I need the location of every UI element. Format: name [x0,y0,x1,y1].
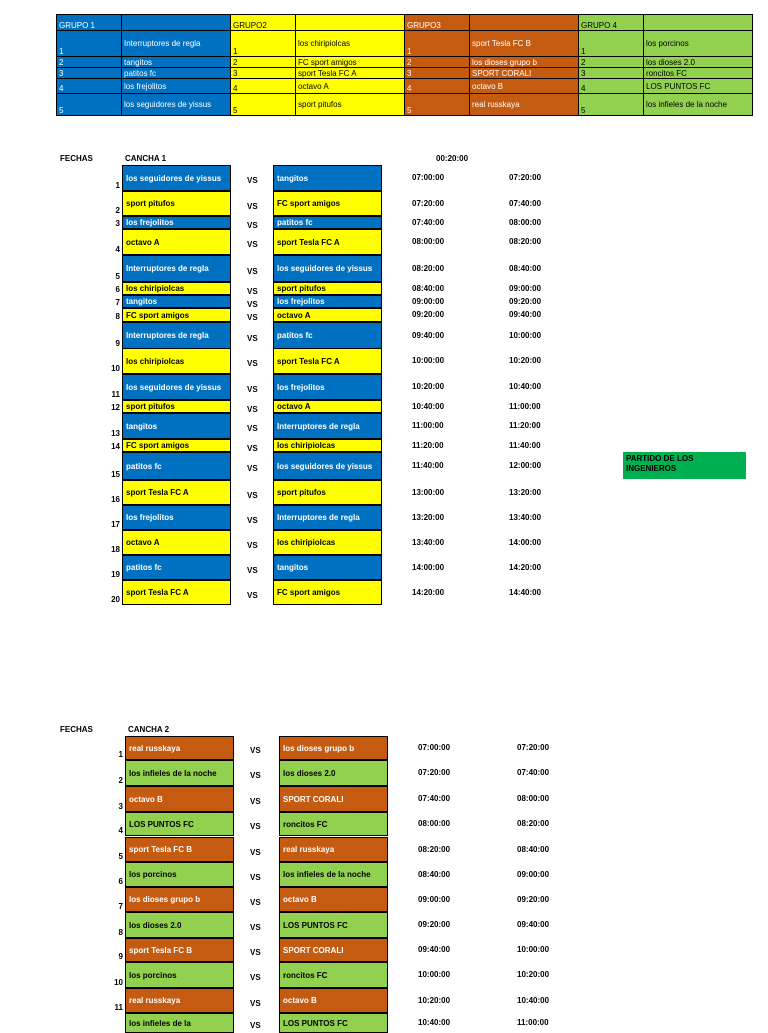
versus-label: VS [247,590,258,600]
versus-label: VS [247,424,258,433]
end-time: 09:00:00 [517,869,550,879]
start-time: 13:40:00 [412,537,445,547]
group2-team: FC sport amigos [296,57,405,68]
start-time: 07:20:00 [418,768,451,777]
start-time: 13:20:00 [412,512,445,522]
match-number: 20 [111,595,120,604]
away-team-cell: los frejolitos [273,374,382,400]
away-team-cell: patitos fc [273,216,382,229]
home-team-cell: octavo A [122,530,231,555]
group4-team: los infieles de la noche [644,94,753,116]
away-team-cell: FC sport amigos [273,580,382,605]
end-time: 09:40:00 [517,920,550,929]
away-team-cell: patitos fc [273,322,382,349]
versus-label: VS [247,443,258,453]
versus-label: VS [247,464,258,473]
home-team-cell: los seguidores de yissus [122,165,231,191]
home-team-cell: sport pitufos [122,400,231,413]
start-time: 08:20:00 [412,263,445,273]
match-number: 10 [111,364,120,373]
versus-label: VS [250,998,261,1008]
end-time: 10:00:00 [517,945,550,954]
match-number: 12 [111,403,120,412]
group1-number: 1 [57,31,122,57]
start-time: 07:40:00 [412,217,445,227]
away-team-cell: sport pitufos [273,282,382,295]
home-team-cell: sport pitufos [122,191,231,216]
away-team-cell: los dioses grupo b [279,736,388,760]
start-time: 08:00:00 [412,237,445,246]
away-team-cell: tangitos [273,165,382,191]
away-team-cell: SPORT CORALI [279,938,388,962]
end-time: 14:00:00 [509,537,542,547]
start-time: 09:00:00 [418,894,451,904]
versus-label: VS [250,1021,261,1030]
end-time: 11:20:00 [509,421,541,430]
start-time: 09:00:00 [412,296,445,306]
match-number: 7 [118,902,123,911]
engineers-match-note: PARTIDO DE LOS INGENIEROS [623,452,746,479]
home-team-cell: octavo A [122,229,231,255]
end-time: 09:20:00 [517,894,550,904]
end-time: 13:40:00 [509,512,542,522]
group-row [57,79,753,94]
home-team-cell: tangitos [122,413,231,439]
home-team-cell: los frejolitos [122,505,231,530]
group-row [57,31,753,57]
match-number: 5 [118,852,123,861]
home-team-cell: sport Tesla FC A [122,480,231,505]
away-team-cell: los chiripiolcas [273,439,382,452]
group3-number: 4 [405,79,470,94]
start-time: 14:00:00 [412,562,445,572]
home-team-cell: real russkaya [125,736,234,760]
start-time: 14:20:00 [412,587,445,597]
match-number: 7 [115,298,120,307]
away-team-cell: sport pitufos [273,480,382,505]
group1-team: los frejolitos [122,79,231,94]
start-time: 10:00:00 [418,970,451,979]
home-team-cell: tangitos [122,295,231,308]
match-number: 8 [115,312,120,321]
home-team-cell: patitos fc [122,555,231,580]
groups-table [56,14,753,116]
start-time: 10:40:00 [412,401,445,411]
group-row [57,94,753,116]
group3-header-fill [470,15,579,31]
group4-team: roncitos FC [644,68,753,79]
versus-label: VS [250,746,261,755]
group4-number: 4 [579,79,644,94]
group1-header: GRUPO 1 [57,15,122,31]
group3-team: sport Tesla FC B [470,31,579,57]
match-number: 2 [118,776,123,785]
group2-header-fill [296,15,405,31]
end-time: 14:40:00 [509,587,542,597]
fechas-label-2: FECHAS [60,725,93,734]
away-team-cell: LOS PUNTOS FC [279,912,388,938]
home-team-cell: real russkaya [125,988,234,1013]
start-time: 09:40:00 [418,945,451,954]
start-time: 08:40:00 [412,283,445,293]
start-time: 08:20:00 [418,844,451,854]
group-row [57,68,753,79]
away-team-cell: roncitos FC [279,962,388,988]
versus-label: VS [247,490,258,500]
group4-team: los dioses 2.0 [644,57,753,68]
group1-number: 5 [57,94,122,116]
away-team-cell: los dioses 2.0 [279,760,388,786]
group3-header: GRUPO3 [405,15,470,31]
match-number: 19 [111,570,120,579]
home-team-cell: los dioses 2.0 [125,912,234,938]
match-number: 10 [114,978,123,987]
group4-number: 5 [579,94,644,116]
match-number: 4 [115,245,120,254]
match-number: 6 [118,877,123,886]
home-team-cell: los porcinos [125,962,234,988]
start-time: 11:20:00 [412,440,444,450]
group2-team: sport Tesla FC A [296,68,405,79]
versus-label: VS [250,923,261,932]
start-time: 11:40:00 [412,461,444,470]
group4-team: LOS PUNTOS FC [644,79,753,94]
versus-label: VS [247,313,258,322]
away-team-cell: Interruptores de regla [273,413,382,439]
end-time: 07:20:00 [517,743,550,752]
end-time: 07:40:00 [517,768,550,777]
cancha2-title: CANCHA 2 [128,725,170,734]
group3-number: 2 [405,57,470,68]
match-number: 3 [115,219,120,228]
group1-header-fill [122,15,231,31]
end-time: 08:00:00 [517,794,550,803]
group4-header-fill [644,15,753,31]
group2-number: 2 [231,57,296,68]
start-time: 07:40:00 [418,794,451,803]
group4-number: 2 [579,57,644,68]
home-team-cell: los chiripiolcas [122,282,231,295]
match-number: 8 [118,928,123,937]
start-time: 08:00:00 [418,819,451,828]
home-team-cell: los chiripiolcas [122,348,231,374]
away-team-cell: sport Tesla FC A [273,348,382,374]
group3-team: octavo B [470,79,579,94]
versus-label: VS [247,201,258,211]
home-team-cell: FC sport amigos [122,439,231,452]
match-number: 17 [111,520,120,529]
groups-body [57,31,753,116]
start-time: 13:00:00 [412,487,445,497]
start-time: 09:20:00 [412,310,445,319]
versus-label: VS [250,897,261,907]
group4-number: 3 [579,68,644,79]
away-team-cell: los seguidores de yissus [273,255,382,282]
fechas-label-1: FECHAS [60,154,93,163]
end-time: 08:20:00 [517,819,550,828]
versus-label: VS [250,797,261,806]
away-team-cell: los seguidores de yissus [273,452,382,480]
versus-label: VS [250,822,261,831]
end-time: 10:40:00 [509,382,542,391]
home-team-cell: FC sport amigos [122,308,231,322]
start-time: 10:00:00 [412,356,445,365]
home-team-cell: los porcinos [125,862,234,887]
end-time: 09:40:00 [509,310,542,319]
home-team-cell: sport Tesla FC B [125,938,234,962]
start-time: 10:20:00 [412,382,445,391]
end-time: 11:00:00 [517,1018,549,1027]
group3-team: real russkaya [470,94,579,116]
start-time: 07:00:00 [412,173,445,182]
home-team-cell: los infieles de la [125,1013,234,1033]
versus-label: VS [247,220,258,230]
group3-number: 3 [405,68,470,79]
away-team-cell: octavo A [273,308,382,322]
versus-label: VS [247,515,258,525]
start-time: 08:40:00 [418,869,451,879]
group-row [57,57,753,68]
match-number: 15 [111,470,120,479]
home-team-cell: patitos fc [122,452,231,480]
match-number: 16 [111,495,120,504]
group2-number: 4 [231,79,296,94]
end-time: 08:00:00 [509,217,542,227]
away-team-cell: octavo B [279,988,388,1013]
group3-number: 1 [405,31,470,57]
group2-header: GRUPO2 [231,15,296,31]
start-time: 07:00:00 [418,743,451,752]
group1-number: 3 [57,68,122,79]
away-team-cell: los frejolitos [273,295,382,308]
away-team-cell: octavo A [273,400,382,413]
versus-label: VS [247,266,258,276]
away-team-cell: SPORT CORALI [279,786,388,812]
match-number: 1 [115,181,120,190]
end-time: 12:00:00 [509,461,542,470]
match-duration: 00:20:00 [436,154,469,163]
group2-team: sport pitufos [296,94,405,116]
group2-team: los chiripiolcas [296,31,405,57]
match-number: 3 [118,802,123,811]
versus-label: VS [247,176,258,185]
end-time: 11:40:00 [509,440,541,450]
end-time: 10:20:00 [517,970,550,979]
versus-label: VS [247,359,258,368]
away-team-cell: roncitos FC [279,812,388,836]
start-time: 09:20:00 [418,920,451,929]
away-team-cell: tangitos [273,555,382,580]
end-time: 10:00:00 [509,330,542,340]
away-team-cell: sport Tesla FC A [273,229,382,255]
away-team-cell: FC sport amigos [273,191,382,216]
versus-label: VS [247,240,258,249]
away-team-cell: los infieles de la noche [279,862,388,887]
match-number: 1 [118,750,123,759]
home-team-cell: LOS PUNTOS FC [125,812,234,836]
group3-number: 5 [405,94,470,116]
versus-label: VS [247,299,258,309]
versus-label: VS [247,286,258,296]
versus-label: VS [250,872,261,882]
group1-team: Interruptores de regla [122,31,231,57]
match-number: 11 [114,1003,123,1012]
versus-label: VS [247,404,258,414]
end-time: 09:20:00 [509,296,542,306]
match-number: 18 [111,545,120,554]
end-time: 08:40:00 [509,263,542,273]
group1-number: 4 [57,79,122,94]
home-team-cell: los seguidores de yissus [122,374,231,400]
away-team-cell: octavo B [279,887,388,912]
start-time: 10:40:00 [418,1018,451,1027]
start-time: 10:20:00 [418,995,451,1005]
match-number: 14 [111,442,120,451]
versus-label: VS [247,565,258,575]
match-number: 5 [115,272,120,281]
away-team-cell: real russkaya [279,837,388,862]
end-time: 07:20:00 [509,173,542,182]
versus-label: VS [250,847,261,857]
start-time: 07:20:00 [412,198,445,208]
group3-team: SPORT CORALI [470,68,579,79]
versus-label: VS [247,540,258,550]
group4-number: 1 [579,31,644,57]
group1-team: tangitos [122,57,231,68]
cancha1-title: CANCHA 1 [125,154,167,163]
away-team-cell: Interruptores de regla [273,505,382,530]
versus-label: VS [250,973,261,982]
versus-label: VS [250,771,261,780]
group2-team: octavo A [296,79,405,94]
home-team-cell: los infieles de la noche [125,760,234,786]
home-team-cell: Interruptores de regla [122,255,231,282]
end-time: 09:00:00 [509,283,542,293]
group1-number: 2 [57,57,122,68]
group2-number: 3 [231,68,296,79]
versus-label: VS [247,385,258,394]
end-time: 14:20:00 [509,562,542,572]
away-team-cell: los chiripiolcas [273,530,382,555]
end-time: 08:20:00 [509,237,542,246]
home-team-cell: sport Tesla FC B [125,837,234,862]
home-team-cell: Interruptores de regla [122,322,231,349]
match-number: 13 [111,429,120,438]
group1-team: patitos fc [122,68,231,79]
groups-table-container [56,14,746,116]
group2-number: 5 [231,94,296,116]
home-team-cell: los frejolitos [122,216,231,229]
match-number: 9 [118,952,123,961]
match-number: 11 [111,390,120,399]
home-team-cell: octavo B [125,786,234,812]
group4-header: GRUPO 4 [579,15,644,31]
end-time: 11:00:00 [509,401,541,411]
end-time: 08:40:00 [517,844,550,854]
versus-label: VS [247,333,258,343]
end-time: 07:40:00 [509,198,542,208]
versus-label: VS [250,948,261,957]
end-time: 10:20:00 [509,356,542,365]
match-number: 2 [115,206,120,215]
end-time: 10:40:00 [517,995,550,1005]
home-team-cell: sport Tesla FC A [122,580,231,605]
home-team-cell: los dioses grupo b [125,887,234,912]
start-time: 09:40:00 [412,330,445,340]
group4-team: los porcinos [644,31,753,57]
end-time: 13:20:00 [509,487,542,497]
match-number: 9 [115,339,120,348]
group1-team: los seguidores de yissus [122,94,231,116]
start-time: 11:00:00 [412,421,444,430]
match-number: 4 [118,826,123,835]
match-number: 6 [115,285,120,294]
away-team-cell: LOS PUNTOS FC [279,1013,388,1033]
group3-team: los dioses grupo b [470,57,579,68]
group2-number: 1 [231,31,296,57]
